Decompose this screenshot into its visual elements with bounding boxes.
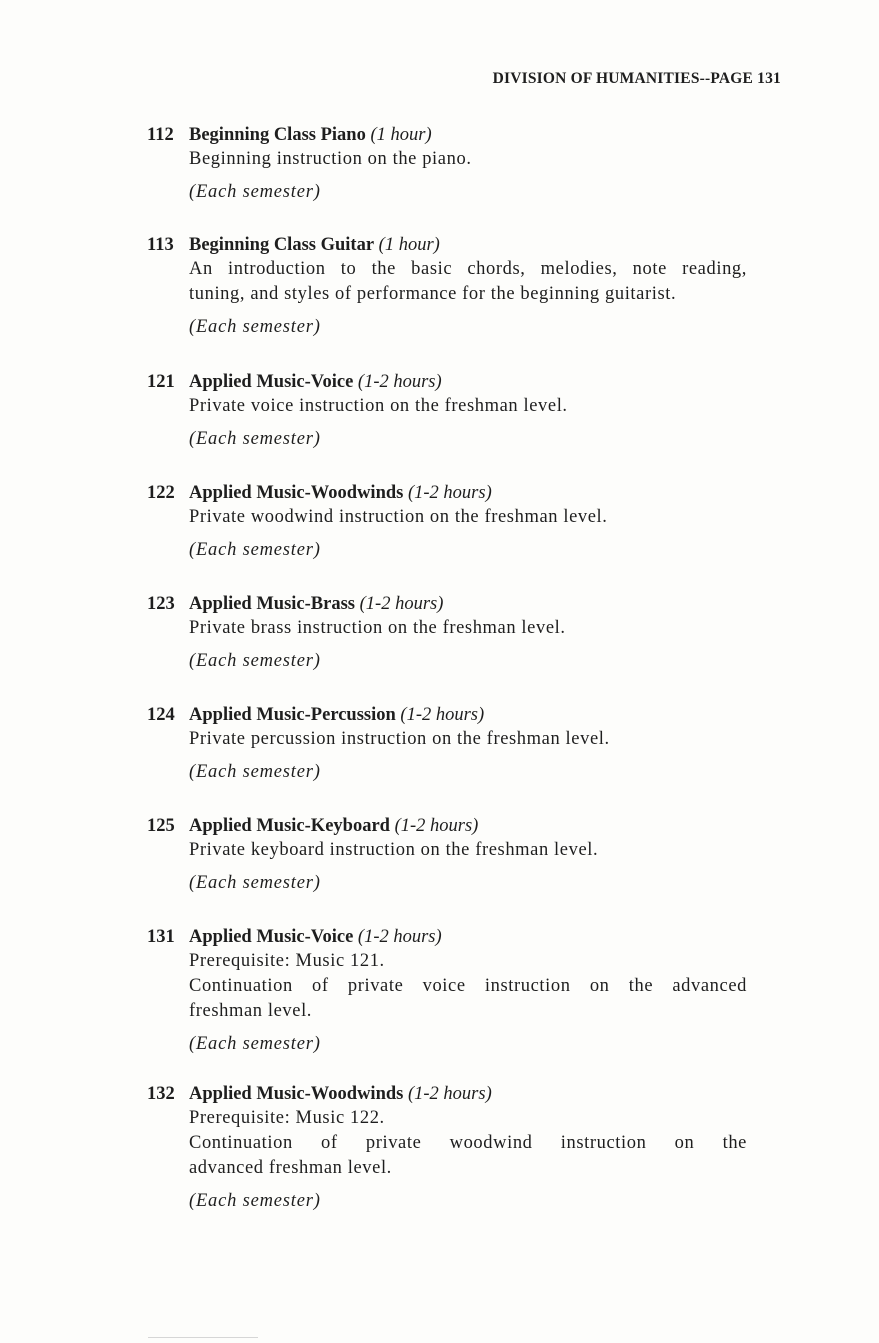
course-credit: (1 hour) xyxy=(378,235,440,255)
course-number: 123 xyxy=(147,594,175,614)
course-heading xyxy=(147,233,747,257)
course-entry xyxy=(147,1082,747,1214)
description-line: Private voice instruction on the freshman level. xyxy=(189,396,568,416)
course-offered: (Each semester) xyxy=(189,1034,321,1054)
course-description xyxy=(189,394,747,452)
course-title: Applied Music-Brass xyxy=(189,594,356,614)
course-entry xyxy=(147,814,747,896)
course-heading xyxy=(147,814,747,838)
course-offered: (Each semester) xyxy=(189,317,321,337)
course-heading xyxy=(147,481,747,505)
course-description xyxy=(189,257,747,340)
course-description xyxy=(189,727,747,785)
course-offered: (Each semester) xyxy=(189,651,321,671)
course-offered: (Each semester) xyxy=(189,762,321,782)
course-title: Applied Music-Woodwinds xyxy=(189,483,404,503)
course-title: Beginning Class Guitar xyxy=(189,235,375,255)
course-number: 132 xyxy=(147,1084,175,1104)
course-number: 113 xyxy=(147,235,174,255)
course-number: 112 xyxy=(147,125,174,145)
description-line: advanced freshman level. xyxy=(189,1158,392,1178)
course-credit: (1-2 hours) xyxy=(359,594,444,614)
course-entry xyxy=(147,481,747,563)
course-title: Applied Music-Keyboard xyxy=(189,816,390,836)
course-credit: (1-2 hours) xyxy=(407,483,492,503)
course-credit: (1-2 hours) xyxy=(357,372,442,392)
course-credit: (1-2 hours) xyxy=(357,927,442,947)
course-description xyxy=(189,949,747,1057)
prerequisite-line: Prerequisite: Music 122. xyxy=(189,1108,385,1128)
footer-rule xyxy=(148,1337,258,1338)
description-line: freshman level. xyxy=(189,1001,313,1021)
course-title: Applied Music-Percussion xyxy=(189,705,396,725)
description-line: Continuation of private woodwind instruction on the xyxy=(189,1133,747,1153)
description-line: Private percussion instruction on the freshman level. xyxy=(189,729,610,749)
course-number: 131 xyxy=(147,927,175,947)
course-title: Applied Music-Voice xyxy=(189,927,354,947)
course-offered: (Each semester) xyxy=(189,873,321,893)
description-line: Private brass instruction on the freshman level. xyxy=(189,618,566,638)
course-description xyxy=(189,616,747,674)
course-heading xyxy=(147,123,747,147)
description-line: Beginning instruction on the piano. xyxy=(189,149,472,169)
course-number: 122 xyxy=(147,483,175,503)
course-entry xyxy=(147,123,747,205)
description-line: tuning, and styles of performance for the beginning guitarist. xyxy=(189,284,677,304)
course-offered: (Each semester) xyxy=(189,540,321,560)
course-description xyxy=(189,505,747,563)
course-credit: (1-2 hours) xyxy=(400,705,485,725)
description-line: Private keyboard instruction on the freshman level. xyxy=(189,840,599,860)
prerequisite-line: Prerequisite: Music 121. xyxy=(189,951,385,971)
description-line: An introduction to the basic chords, melodies, note reading, xyxy=(189,259,747,279)
course-heading xyxy=(147,370,747,394)
course-heading xyxy=(147,925,747,949)
course-description xyxy=(189,147,747,205)
course-credit: (1-2 hours) xyxy=(407,1084,492,1104)
course-description xyxy=(189,1106,747,1214)
course-number: 121 xyxy=(147,372,175,392)
course-entry xyxy=(147,925,747,1057)
course-heading xyxy=(147,1082,747,1106)
course-credit: (1 hour) xyxy=(370,125,432,145)
course-offered: (Each semester) xyxy=(189,1191,321,1211)
course-title: Beginning Class Piano xyxy=(189,125,366,145)
course-entry xyxy=(147,703,747,785)
course-entry xyxy=(147,592,747,674)
course-number: 125 xyxy=(147,816,175,836)
course-offered: (Each semester) xyxy=(189,429,321,449)
course-entry xyxy=(147,233,747,340)
description-line: Continuation of private voice instruction on the advanced xyxy=(189,976,747,996)
course-heading xyxy=(147,703,747,727)
course-description xyxy=(189,838,747,896)
course-heading xyxy=(147,592,747,616)
course-entry xyxy=(147,370,747,452)
course-title: Applied Music-Voice xyxy=(189,372,354,392)
course-credit: (1-2 hours) xyxy=(394,816,479,836)
running-header: DIVISION OF HUMANITIES--PAGE 131 xyxy=(492,70,781,87)
description-line: Private woodwind instruction on the freshman level. xyxy=(189,507,608,527)
course-title: Applied Music-Woodwinds xyxy=(189,1084,404,1104)
course-offered: (Each semester) xyxy=(189,182,321,202)
course-number: 124 xyxy=(147,705,175,725)
